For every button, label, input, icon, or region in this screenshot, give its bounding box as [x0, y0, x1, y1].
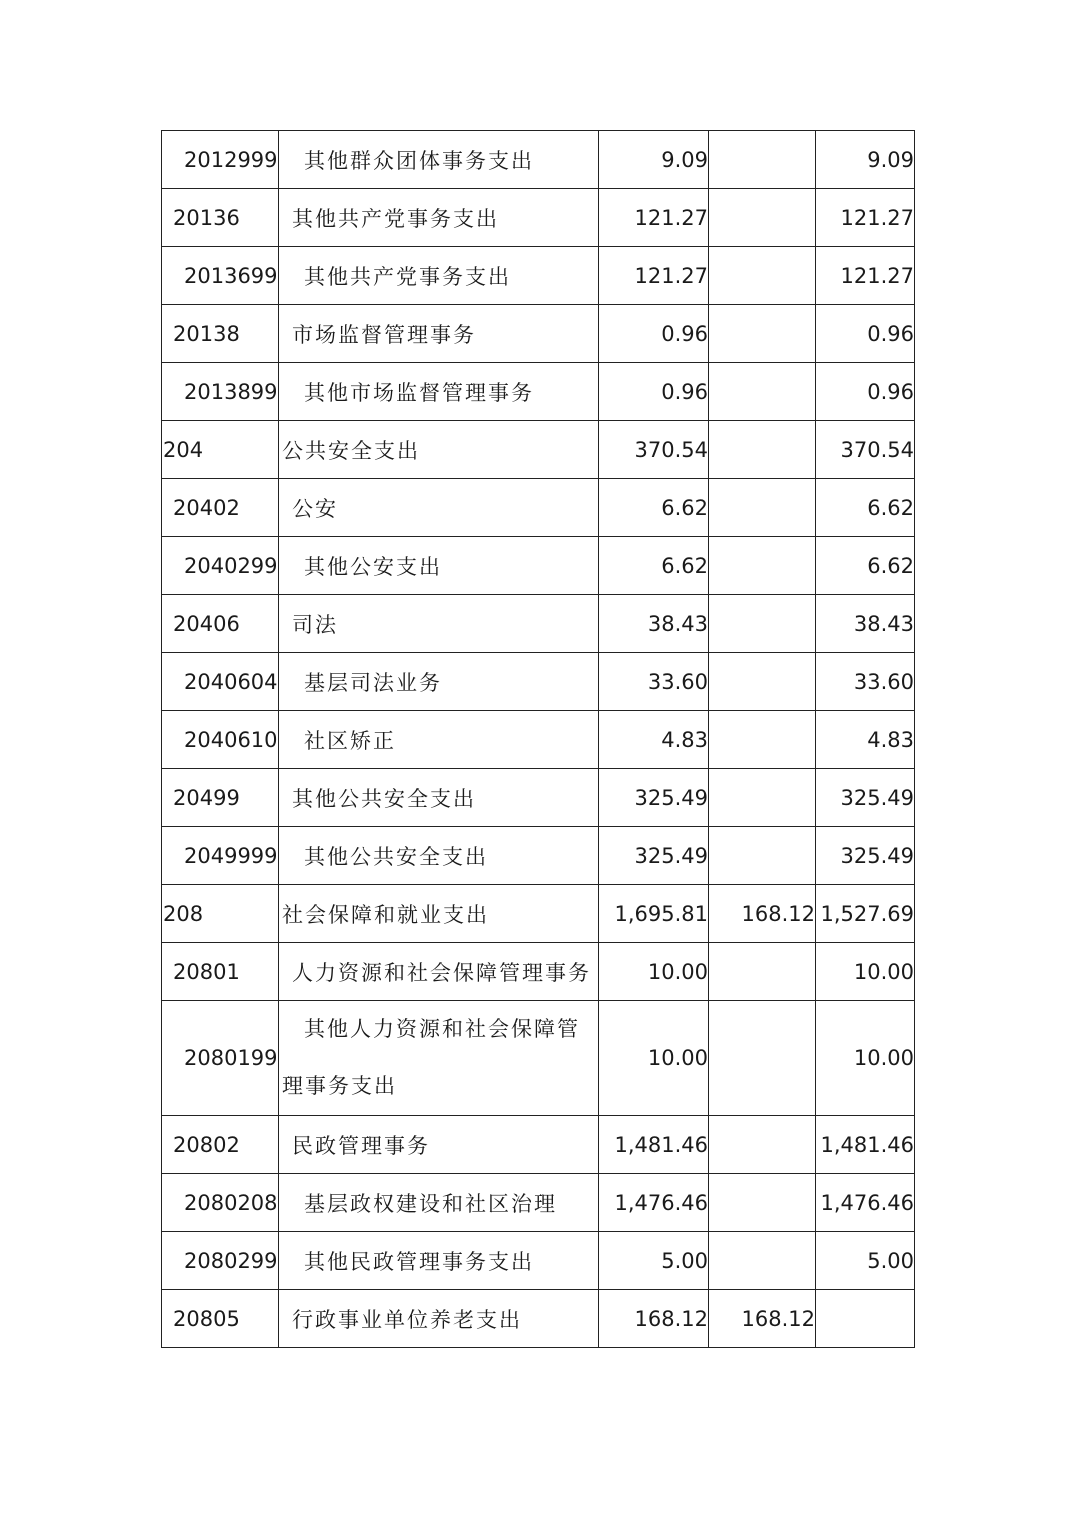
table-row: [162, 827, 915, 885]
table-row: [162, 1174, 915, 1232]
total-amount-cell: 10.00: [599, 1001, 709, 1116]
total-amount-cell: 6.62: [599, 479, 709, 537]
account-name-cell: 其他公共安全支出: [279, 827, 599, 885]
account-code-cell: 2040604: [162, 653, 279, 711]
total-amount-cell: 121.27: [599, 247, 709, 305]
account-name-cell: 其他市场监督管理事务: [279, 363, 599, 421]
account-code-cell: 2049999: [162, 827, 279, 885]
account-code-cell: 2080199: [162, 1001, 279, 1116]
account-name-cell: 其他民政管理事务支出: [279, 1232, 599, 1290]
account-name-cell: 市场监督管理事务: [279, 305, 599, 363]
account-code-cell: 20402: [162, 479, 279, 537]
account-name-cell: 基层政权建设和社区治理: [279, 1174, 599, 1232]
basic-expenditure-cell: [709, 479, 816, 537]
basic-expenditure-cell: [709, 1232, 816, 1290]
account-name-cell: 社会保障和就业支出: [279, 885, 599, 943]
basic-expenditure-cell: [709, 653, 816, 711]
account-name-cell: 其他公共安全支出: [279, 769, 599, 827]
basic-expenditure-cell: [709, 943, 816, 1001]
total-amount-cell: 325.49: [599, 827, 709, 885]
account-name-cell: 公安: [279, 479, 599, 537]
total-amount-cell: 0.96: [599, 363, 709, 421]
account-name-cell: 社区矫正: [279, 711, 599, 769]
basic-expenditure-cell: [709, 537, 816, 595]
basic-expenditure-cell: [709, 189, 816, 247]
account-name-cell: 基层司法业务: [279, 653, 599, 711]
total-amount-cell: 4.83: [599, 711, 709, 769]
project-expenditure-cell: 0.96: [816, 305, 915, 363]
project-expenditure-cell: 10.00: [816, 1001, 915, 1116]
project-expenditure-cell: 6.62: [816, 537, 915, 595]
total-amount-cell: 1,481.46: [599, 1116, 709, 1174]
project-expenditure-cell: 38.43: [816, 595, 915, 653]
basic-expenditure-cell: 168.12: [709, 1290, 816, 1348]
table-row: [162, 421, 915, 479]
project-expenditure-cell: 33.60: [816, 653, 915, 711]
account-name-cell: 公共安全支出: [279, 421, 599, 479]
table-row: [162, 1232, 915, 1290]
account-name-cell: 民政管理事务: [279, 1116, 599, 1174]
project-expenditure-cell: 9.09: [816, 131, 915, 189]
total-amount-cell: 9.09: [599, 131, 709, 189]
total-amount-cell: 168.12: [599, 1290, 709, 1348]
table-row: [162, 769, 915, 827]
project-expenditure-cell: 1,481.46: [816, 1116, 915, 1174]
total-amount-cell: 5.00: [599, 1232, 709, 1290]
table-row: [162, 1001, 915, 1116]
total-amount-cell: 33.60: [599, 653, 709, 711]
table-row: [162, 537, 915, 595]
table-row: [162, 1116, 915, 1174]
project-expenditure-cell: 325.49: [816, 769, 915, 827]
total-amount-cell: 1,695.81: [599, 885, 709, 943]
account-name-cell: 其他群众团体事务支出: [279, 131, 599, 189]
account-name-cell: 其他人力资源和社会保障管理事务支出: [279, 1001, 599, 1116]
account-code-cell: 2040610: [162, 711, 279, 769]
account-code-cell: 204: [162, 421, 279, 479]
expenditure-table: [161, 130, 915, 1348]
total-amount-cell: 325.49: [599, 769, 709, 827]
account-code-cell: 20801: [162, 943, 279, 1001]
table-row: [162, 479, 915, 537]
total-amount-cell: 0.96: [599, 305, 709, 363]
account-code-cell: 20499: [162, 769, 279, 827]
account-code-cell: 20138: [162, 305, 279, 363]
project-expenditure-cell: 325.49: [816, 827, 915, 885]
account-name-cell: 行政事业单位养老支出: [279, 1290, 599, 1348]
basic-expenditure-cell: [709, 247, 816, 305]
total-amount-cell: 370.54: [599, 421, 709, 479]
basic-expenditure-cell: [709, 1116, 816, 1174]
project-expenditure-cell: 10.00: [816, 943, 915, 1001]
project-expenditure-cell: 6.62: [816, 479, 915, 537]
basic-expenditure-cell: [709, 421, 816, 479]
account-code-cell: 208: [162, 885, 279, 943]
total-amount-cell: 10.00: [599, 943, 709, 1001]
account-name-cell: 司法: [279, 595, 599, 653]
basic-expenditure-cell: [709, 827, 816, 885]
table-row: [162, 305, 915, 363]
table-row: [162, 363, 915, 421]
project-expenditure-cell: 0.96: [816, 363, 915, 421]
project-expenditure-cell: 4.83: [816, 711, 915, 769]
account-code-cell: 2080299: [162, 1232, 279, 1290]
basic-expenditure-cell: 168.12: [709, 885, 816, 943]
account-code-cell: 20406: [162, 595, 279, 653]
account-code-cell: 2013699: [162, 247, 279, 305]
project-expenditure-cell: 370.54: [816, 421, 915, 479]
account-name-cell: 其他公安支出: [279, 537, 599, 595]
total-amount-cell: 121.27: [599, 189, 709, 247]
basic-expenditure-cell: [709, 769, 816, 827]
account-code-cell: 2080208: [162, 1174, 279, 1232]
project-expenditure-cell: 121.27: [816, 247, 915, 305]
basic-expenditure-cell: [709, 363, 816, 421]
account-code-cell: 20802: [162, 1116, 279, 1174]
table-row: [162, 595, 915, 653]
basic-expenditure-cell: [709, 1174, 816, 1232]
account-code-cell: 2013899: [162, 363, 279, 421]
table-row: [162, 189, 915, 247]
account-name-cell: 人力资源和社会保障管理事务: [279, 943, 599, 1001]
basic-expenditure-cell: [709, 711, 816, 769]
basic-expenditure-cell: [709, 1001, 816, 1116]
account-code-cell: 2040299: [162, 537, 279, 595]
basic-expenditure-cell: [709, 131, 816, 189]
account-name-cell: 其他共产党事务支出: [279, 247, 599, 305]
basic-expenditure-cell: [709, 595, 816, 653]
total-amount-cell: 38.43: [599, 595, 709, 653]
total-amount-cell: 1,476.46: [599, 1174, 709, 1232]
table-row: [162, 943, 915, 1001]
expenditure-table-body: [162, 131, 915, 1348]
table-row: [162, 247, 915, 305]
table-row: [162, 885, 915, 943]
basic-expenditure-cell: [709, 305, 816, 363]
account-code-cell: 20136: [162, 189, 279, 247]
account-code-cell: 20805: [162, 1290, 279, 1348]
account-name-cell: 其他共产党事务支出: [279, 189, 599, 247]
project-expenditure-cell: 121.27: [816, 189, 915, 247]
total-amount-cell: 6.62: [599, 537, 709, 595]
project-expenditure-cell: [816, 1290, 915, 1348]
project-expenditure-cell: 5.00: [816, 1232, 915, 1290]
project-expenditure-cell: 1,527.69: [816, 885, 915, 943]
table-row: [162, 131, 915, 189]
project-expenditure-cell: 1,476.46: [816, 1174, 915, 1232]
table-row: [162, 1290, 915, 1348]
table-row: [162, 653, 915, 711]
account-code-cell: 2012999: [162, 131, 279, 189]
table-row: [162, 711, 915, 769]
